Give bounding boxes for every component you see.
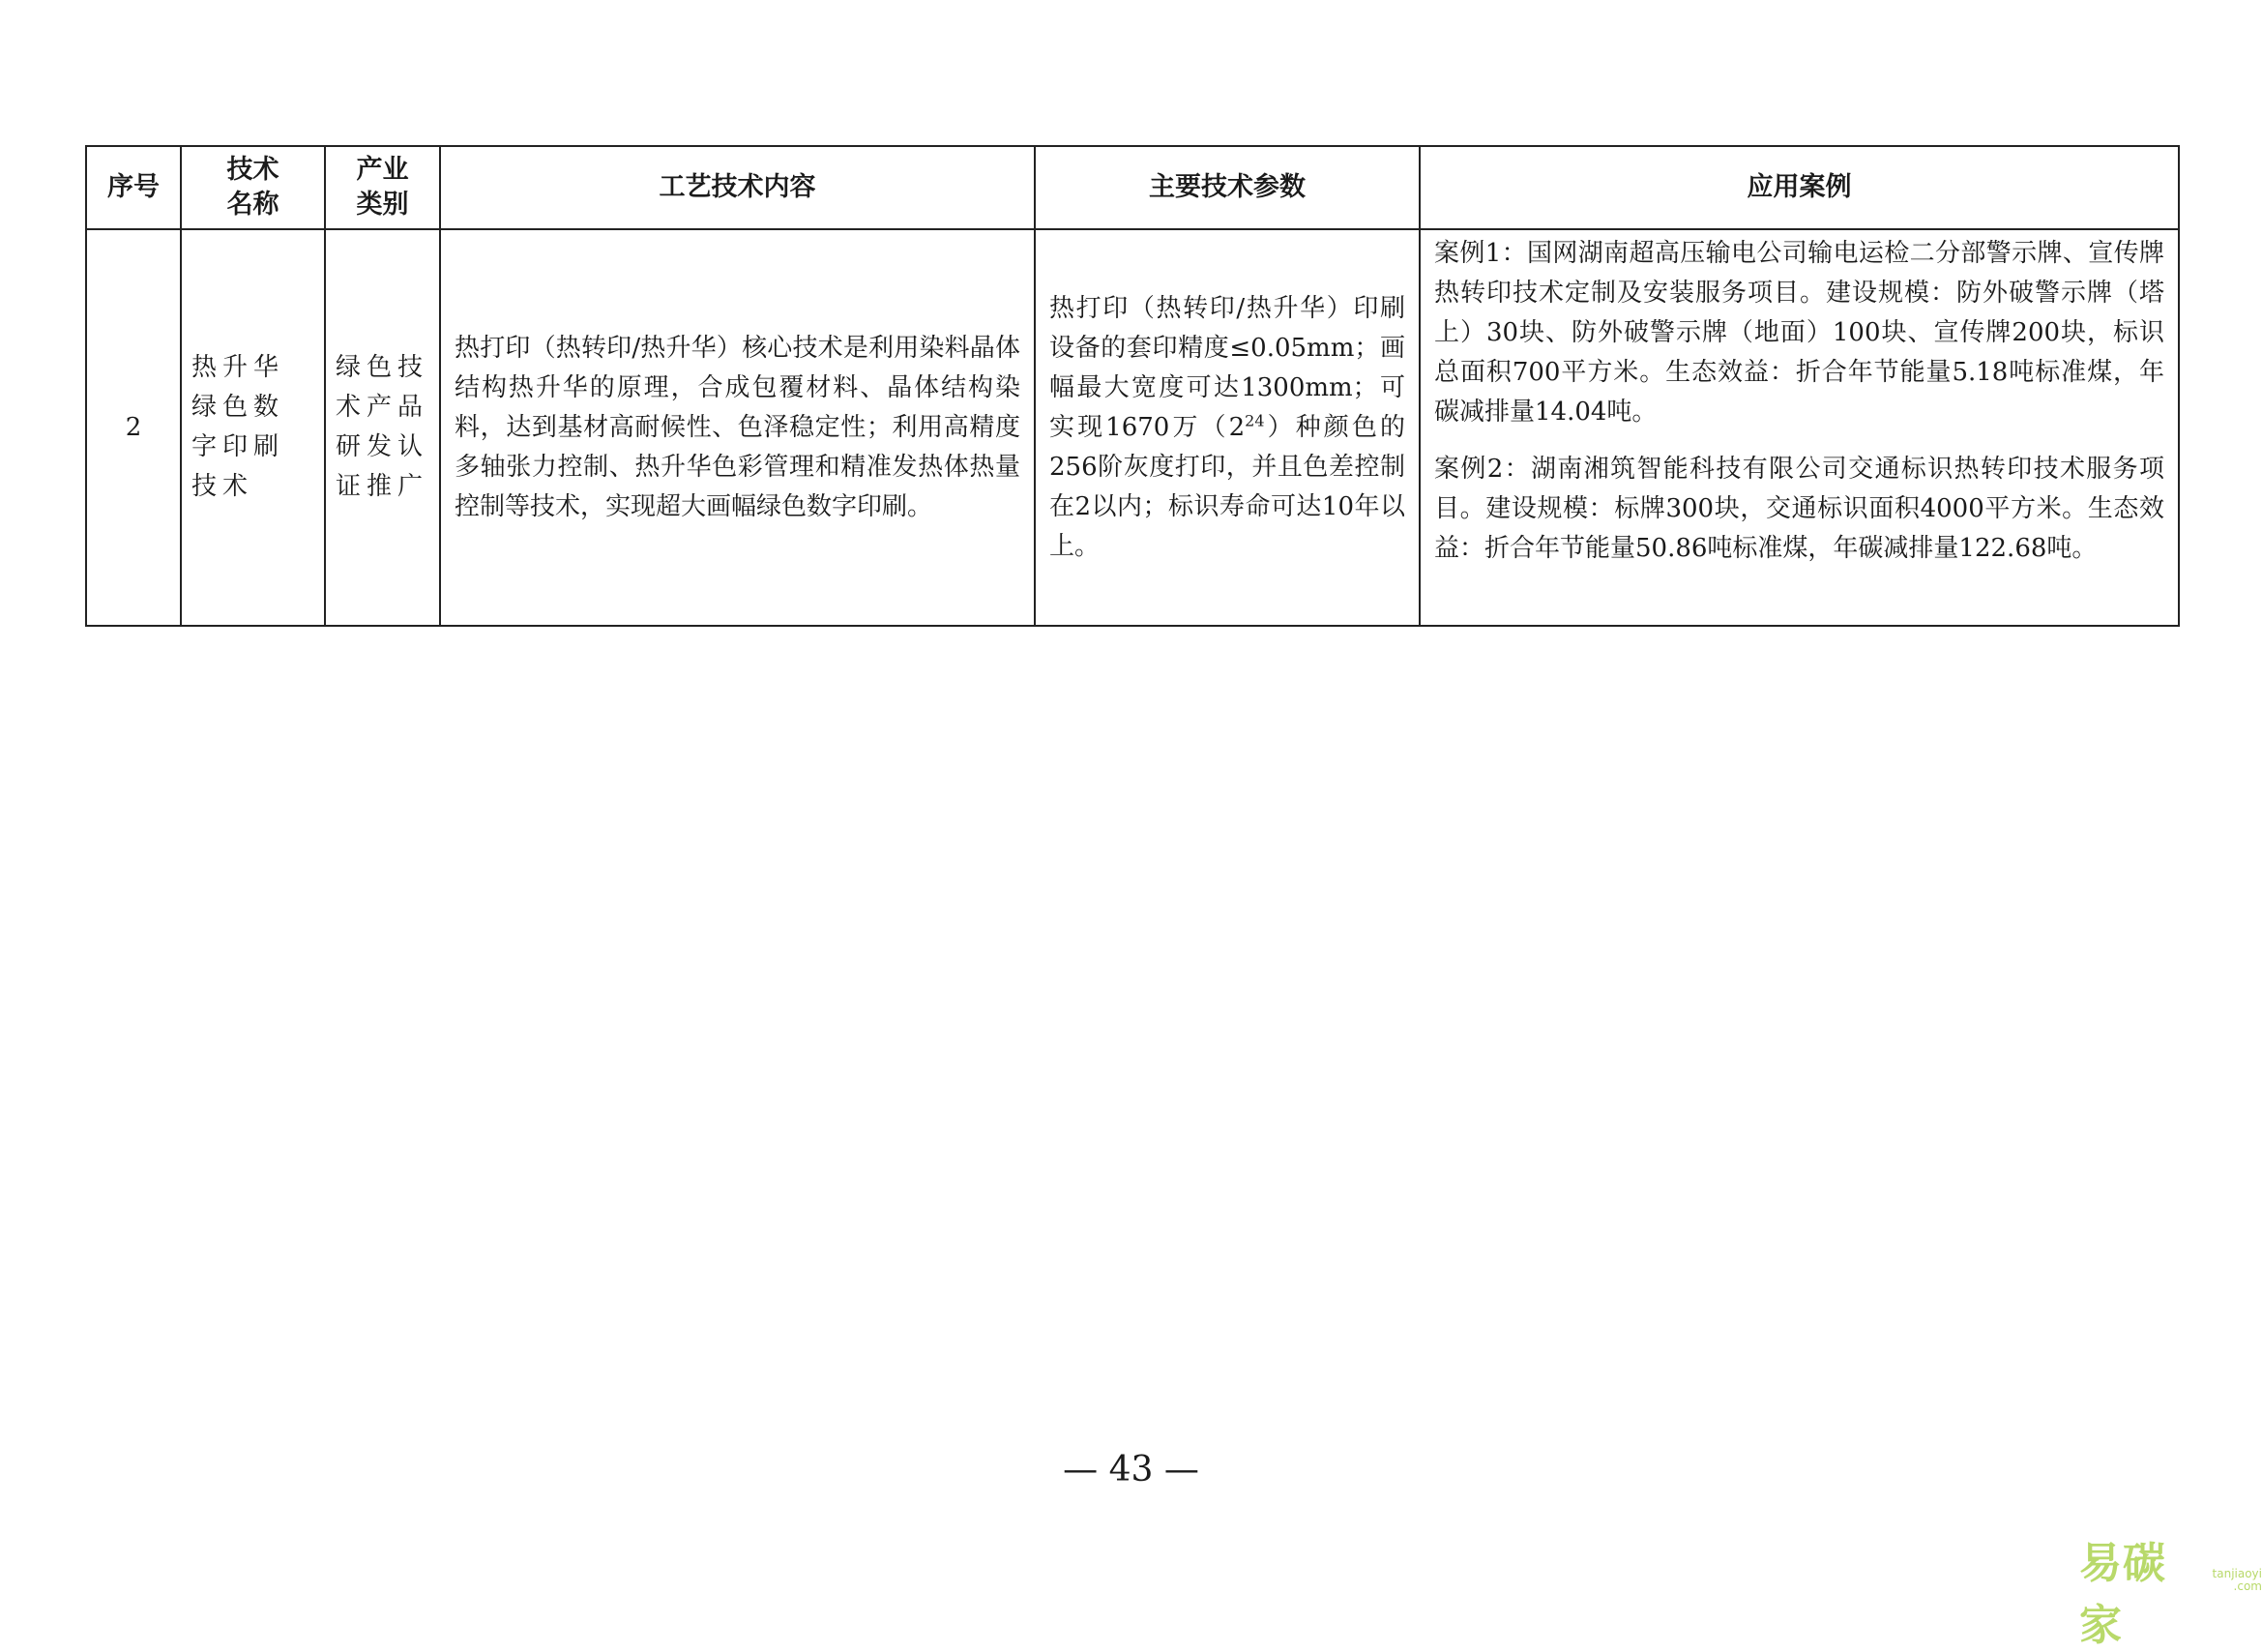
header-industry-category-line2: 类别 — [356, 190, 409, 220]
header-technology-name-line1: 技术 — [226, 155, 279, 185]
header-serial-number — [86, 146, 181, 229]
table-header-row — [86, 146, 2179, 229]
watermark-url-line1: tanjiaoyi — [2212, 1567, 2262, 1580]
cell-industry-category: 绿色技术产品研发认证推广 — [325, 229, 440, 626]
cell-process-content: 热打印（热转印/热升华）核心技术是利用染料晶体结构热升华的原理，合成包覆材料、晶体结构染料，达到基材高耐候性、色泽稳定性；利用高精度多轴张力控制、热升华色彩管理和精准发热体热量控制等技术，实现超大画幅绿色数字印刷。 — [440, 229, 1035, 626]
params-text-part1: 热打印（热转印/热升华）印刷设备的套印精度≤0.05mm；画幅最大宽度可达1300mm；可实现1670万（2 — [1049, 293, 1405, 442]
watermark-url — [2211, 1568, 2262, 1593]
technology-table — [85, 145, 2180, 627]
watermark-logo — [2079, 1528, 2262, 1650]
cell-technical-parameters — [1035, 229, 1420, 626]
header-application-cases: 应用案例 — [1420, 146, 2179, 229]
cell-serial-number: 2 — [86, 229, 181, 626]
header-technical-parameters: 主要技术参数 — [1035, 146, 1420, 229]
header-serial-number-text: 序号 — [107, 172, 160, 202]
header-technology-name — [181, 146, 325, 229]
watermark-url-line2: .com — [2233, 1579, 2262, 1593]
case-2: 案例2：湖南湘筑智能科技有限公司交通标识热转印技术服务项目。建设规模：标牌300块，交通标识面积4000平方米。生态效益：折合年节能量50.86吨标准煤，年碳减排量122.68吨。 — [1434, 455, 2164, 563]
header-industry-category-line1: 产业 — [356, 155, 409, 185]
header-process-content: 工艺技术内容 — [440, 146, 1035, 229]
params-text-part2: ）种颜色的256阶灰度打印，并且色差控制在2以内；标识寿命可达10年以上。 — [1049, 412, 1405, 561]
header-industry-category — [325, 146, 440, 229]
header-technology-name-line2: 名称 — [226, 190, 279, 220]
case-1: 案例1：国网湖南超高压输电公司输电运检二分部警示牌、宣传牌热转印技术定制及安装服务项目。建设规模：防外破警示牌（塔上）30块、防外破警示牌（地面）100块、宣传牌200块，标识总面积700平方米。生态效益：折合年节能量5.18吨标准煤，年碳减排量14.04吨。 — [1434, 239, 2164, 427]
cell-technology-name: 热升华绿色数字印刷技术 — [181, 229, 325, 626]
table-row — [86, 229, 2179, 626]
cell-application-cases — [1420, 229, 2179, 626]
watermark-brand: 易碳家 — [2079, 1539, 2166, 1650]
params-superscript: 24 — [1245, 410, 1265, 429]
page-number: — 43 — — [1063, 1450, 1199, 1490]
